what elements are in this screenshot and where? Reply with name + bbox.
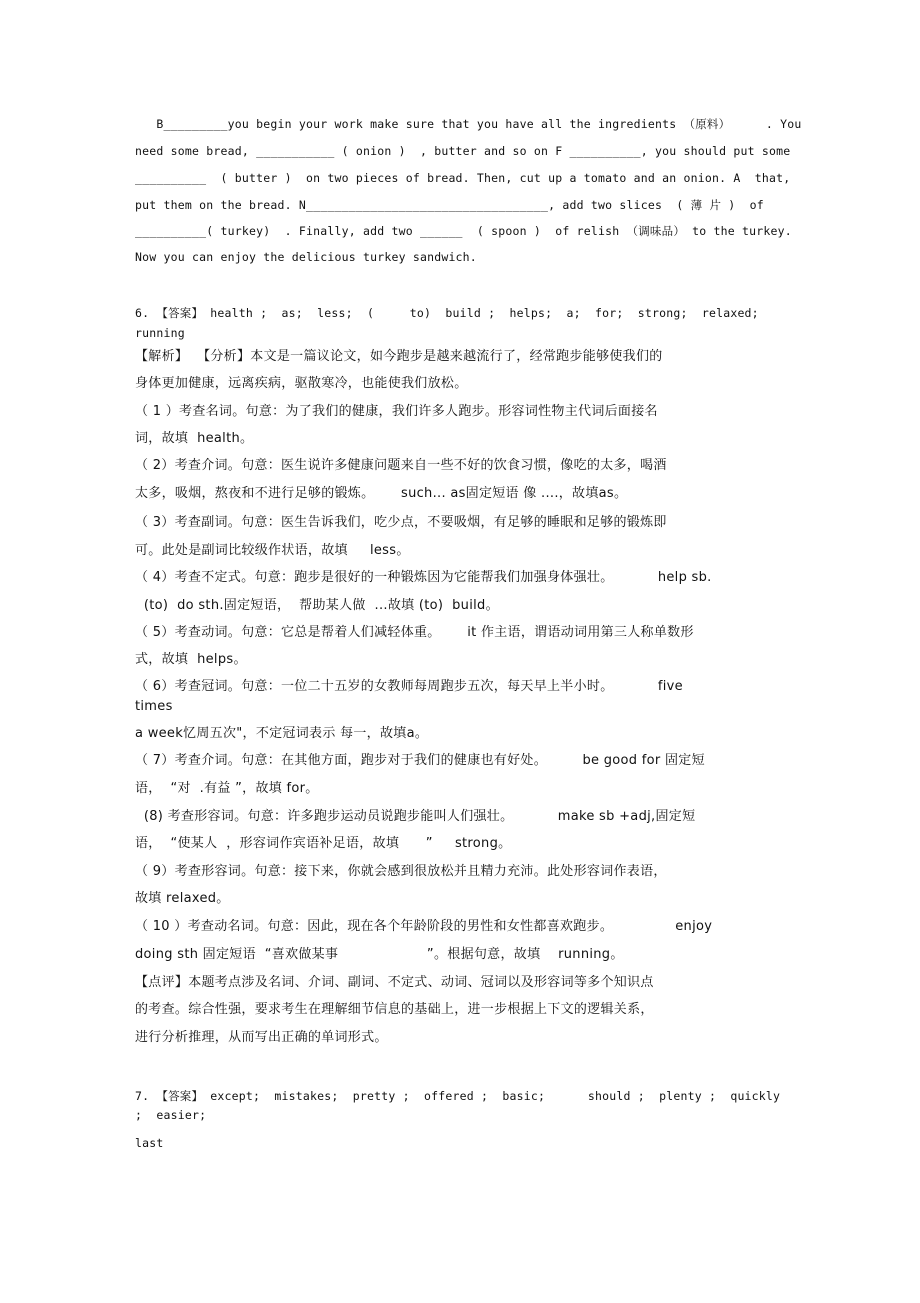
answer-line: running [135,326,185,340]
answer-line: 6. 【答案】 health ; as; less; ( to) build ; helps; a; for; strong; relaxed; [135,306,759,320]
analysis-line: times [135,699,173,714]
analysis-line: （ 10 ）考查动名词。句意：因此，现在各个年龄阶段的男性和女性都喜欢跑步。 enjoy [135,919,713,934]
analysis-line: （ 9）考查形容词。句意：接下来，你就会感到很放松并且精力充沛。此处形容词作表语， [135,864,667,879]
analysis-line: （ 4）考查不定式。句意：跑步是很好的一种锻炼因为它能帮我们加强身体强壮。 help sb. [135,570,712,585]
passage-line: put them on the bread. N__________________________________, add two slices ( 薄 片 ) of [135,198,764,212]
analysis-line: 可。此处是副词比较级作状语，故填 less。 [135,543,410,558]
analysis-line: 【解析】 【分析】本文是一篇议论文，如今跑步是越来越流行了，经常跑步能够使我们的 [135,349,663,364]
passage-line: __________ ( butter ) on two pieces of bread. Then, cut up a tomato and an onion. A that, [135,171,791,185]
analysis-line: 语， “对 .有益 ”，故填 for。 [135,781,319,796]
analysis-line: (8) 考查形容词。句意：许多跑步运动员说跑步能叫人们强壮。 make sb +adj,固定短 [135,809,696,824]
analysis-line: doing sth 固定短语 “喜欢做某事 ”。根据句意，故填 running。 [135,947,624,962]
analysis-line: (to) do sth.固定短语， 帮助某人做 ...故填 (to) build。 [135,598,499,613]
answer-line: ; easier; [135,1108,207,1122]
analysis-line: 的考查。综合性强，要求考生在理解细节信息的基础上，进一步根据上下文的逻辑关系， [135,1002,654,1017]
analysis-line: （ 2）考查介词。句意：医生说许多健康问题来自一些不好的饮食习惯，像吃的太多，喝酒 [135,458,667,473]
passage-line: __________( turkey) . Finally, add two ______ ( spoon ) of relish （调味品） to the turkey. [135,224,792,238]
analysis-line: （ 3）考查副词。句意：医生告诉我们，吃少点，不要吸烟，有足够的睡眠和足够的锻炼即 [135,515,667,530]
analysis-line: 语， “使某人 ，形容词作宾语补足语，故填 ” strong。 [135,836,512,851]
analysis-line: 身体更加健康，远离疾病，驱散寒冷，也能使我们放松。 [135,376,468,391]
analysis-line: （ 6）考查冠词。句意：一位二十五岁的女教师每周跑步五次，每天早上半小时。 five [135,679,683,694]
analysis-line: 词，故填 health。 [135,431,254,446]
answer-line: last [135,1136,164,1150]
analysis-line: 进行分析推理，从而写出正确的单词形式。 [135,1030,388,1045]
passage-line: Now you can enjoy the delicious turkey sandwich. [135,250,477,264]
analysis-line: 式，故填 helps。 [135,652,247,667]
analysis-line: （ 5）考查动词。句意：它总是帮着人们减轻体重。 it 作主语，谓语动词用第三人称单数形 [135,625,694,640]
analysis-line: 太多，吸烟，熬夜和不进行足够的锻炼。 such... as固定短语 像 ....，故填as。 [135,486,628,501]
analysis-line: a week忆周五次"，不定冠词表示 每一，故填a。 [135,726,429,741]
analysis-line: 【点评】本题考点涉及名词、介词、副词、不定式、动词、冠词以及形容词等多个知识点 [135,975,654,990]
analysis-line: （ 1 ）考查名词。句意：为了我们的健康，我们许多人跑步。形容词性物主代词后面接名 [135,404,658,419]
answer-line: 7. 【答案】 except; mistakes; pretty ; offered ; basic; should ; plenty ; quickly [135,1089,781,1103]
passage-line: need some bread, ___________ ( onion ) , butter and so on F __________, you should put some [135,144,791,158]
passage-line: B_________you begin your work make sure that you have all the ingredients （原料） . You [135,117,802,131]
analysis-line: （ 7）考查介词。句意：在其他方面，跑步对于我们的健康也有好处。 be good for 固定短 [135,753,705,768]
analysis-line: 故填 relaxed。 [135,891,230,906]
